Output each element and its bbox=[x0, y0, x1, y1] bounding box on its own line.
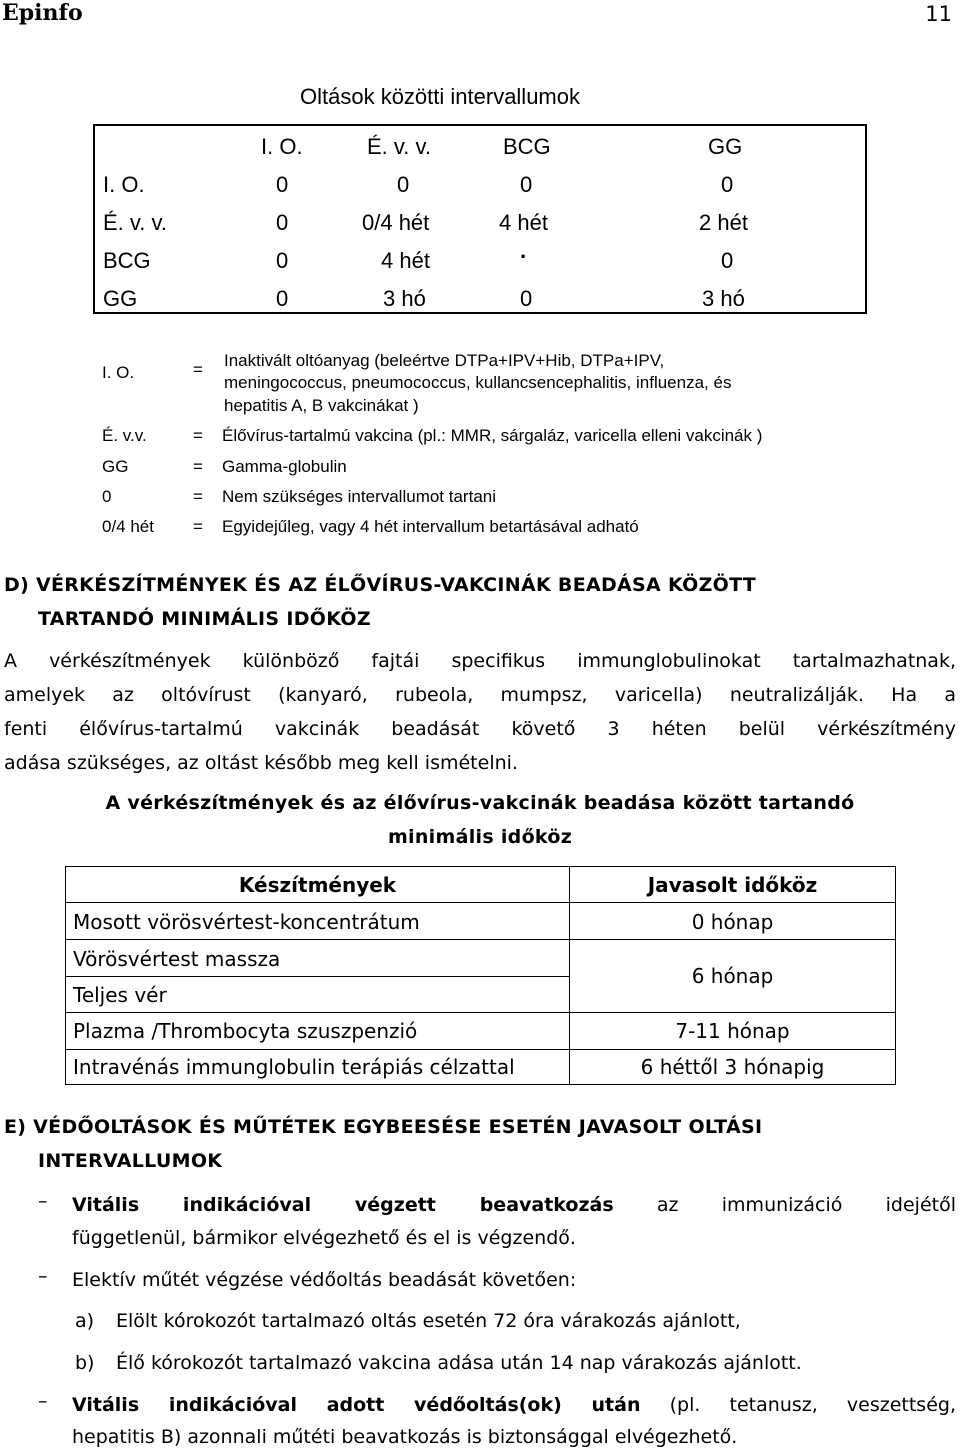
bullet-line: hepatitis B) azonnali műtéti beavatkozás is biztonsággal elvégezhető. bbox=[72, 1426, 738, 1448]
row-label: I. O. bbox=[103, 172, 145, 197]
table-cell: 3 hó bbox=[383, 286, 426, 311]
col-header: BCG bbox=[503, 134, 551, 159]
legend-abbr: É. v.v. bbox=[102, 426, 147, 445]
legend-eq: = bbox=[193, 457, 203, 476]
paragraph-line: amelyek az oltóvírust (kanyaró, rubeola, mumpsz, varicella) neutralizálják. Ha a bbox=[4, 684, 956, 706]
paragraph-line: A vérkészítmények különböző fajtái specifikus immunglobulinokat tartalmazhatnak, bbox=[4, 650, 956, 672]
col-header-interval: Javasolt időköz bbox=[647, 873, 818, 897]
legend-eq: = bbox=[193, 517, 203, 536]
product-interval: 6 héttől 3 hónapig bbox=[640, 1055, 825, 1079]
bullet-line bbox=[72, 1388, 956, 1422]
legend-text: Élővírus-tartalmú vakcina (pl.: MMR, sárgaláz, varicella elleni vakcinák ) bbox=[222, 426, 763, 445]
legend-eq: = bbox=[193, 426, 203, 445]
sub-item-label: a) bbox=[75, 1310, 95, 1332]
legend-text: Nem szükséges intervallumot tartani bbox=[222, 487, 497, 506]
table-cell: 4 hét bbox=[381, 248, 430, 273]
row-label: BCG bbox=[103, 248, 151, 273]
paragraph-line: fenti élővírus-tartalmú vakcinák beadását követő 3 héten belül vérkészítmény bbox=[4, 718, 956, 740]
paragraph-line: adása szükséges, az oltást később meg kell ismételni. bbox=[4, 752, 518, 774]
legend-eq: = bbox=[193, 360, 203, 379]
product-interval: 6 hónap bbox=[691, 964, 774, 988]
product-interval: 0 hónap bbox=[691, 910, 774, 934]
sub-item-label: b) bbox=[75, 1352, 95, 1374]
legend-text: Inaktivált oltóanyag (beleértve DTPa+IPV+Hib, DTPa+IPV, bbox=[224, 351, 665, 370]
legend-abbr: 0 bbox=[102, 487, 112, 506]
product-interval: 7-11 hónap bbox=[675, 1019, 790, 1043]
bullet-bold-text: Vitális indikációval végzett beavatkozás bbox=[72, 1194, 614, 1216]
table-cell: 0 bbox=[276, 248, 289, 273]
col-header-products: Készítmények bbox=[238, 873, 397, 897]
table-cell: 0 bbox=[397, 172, 410, 197]
legend-abbr: I. O. bbox=[102, 363, 135, 382]
row-label: GG bbox=[103, 286, 138, 311]
table-cell: 0 bbox=[520, 172, 533, 197]
section-d-heading-cont: TARTANDÓ MINIMÁLIS IDŐKÖZ bbox=[38, 608, 371, 630]
bullet-line bbox=[72, 1188, 956, 1222]
sub-item-text: Elölt kórokozót tartalmazó oltás esetén 72 óra várakozás ajánlott, bbox=[116, 1310, 741, 1332]
product-name: Plazma /Thrombocyta szuszpenzió bbox=[73, 1019, 418, 1043]
table-cell: 0 bbox=[276, 286, 289, 311]
product-name: Intravénás immunglobulin terápiás célzattal bbox=[73, 1055, 515, 1079]
col-header: É. v. v. bbox=[367, 134, 431, 159]
blood-table-title-cont: minimális időköz bbox=[387, 826, 573, 848]
sub-item-text: Élő kórokozót tartalmazó vakcina adása után 14 nap várakozás ajánlott. bbox=[116, 1352, 802, 1374]
product-name: Vörösvértest massza bbox=[73, 947, 281, 971]
legend-text: hepatitis A, B vakcinákat ) bbox=[224, 396, 419, 415]
table-cell: 0 bbox=[520, 286, 533, 311]
document-brand: Epinfo bbox=[2, 0, 83, 26]
dash-bullet: – bbox=[38, 1390, 48, 1412]
blood-products-table bbox=[65, 866, 896, 1085]
legend-text: Egyidejűleg, vagy 4 hét intervallum betartásával adható bbox=[222, 517, 639, 536]
interval-table-title: Oltások közötti intervallumok bbox=[300, 84, 580, 109]
bullet-text: (pl. tetanusz, veszettség, bbox=[640, 1394, 956, 1416]
table-cell: 0 bbox=[721, 172, 734, 197]
legend-abbr: 0/4 hét bbox=[102, 517, 154, 536]
row-label: É. v. v. bbox=[103, 210, 167, 235]
section-e-heading-cont: INTERVALLUMOK bbox=[38, 1150, 223, 1172]
legend-eq: = bbox=[193, 487, 203, 506]
table-cell: 2 hét bbox=[699, 210, 748, 235]
dash-bullet: – bbox=[38, 1265, 48, 1287]
product-name: Mosott vörösvértest-koncentrátum bbox=[73, 910, 420, 934]
bullet-line: függetlenül, bármikor elvégezhető és el is végzendő. bbox=[72, 1227, 576, 1249]
product-name: Teljes vér bbox=[73, 983, 167, 1007]
table-cell: 0 bbox=[276, 172, 289, 197]
page-number: 11 bbox=[925, 2, 952, 26]
bullet-bold-text: Vitális indikációval adott védőoltás(ok) után bbox=[72, 1394, 641, 1416]
legend-text: Gamma-globulin bbox=[222, 457, 347, 476]
legend-abbr: GG bbox=[102, 457, 129, 476]
legend-text: meningococcus, pneumococcus, kullancsencephalitis, influenza, és bbox=[224, 373, 732, 392]
table-cell: 0 bbox=[721, 248, 734, 273]
table-cell: 4 hét bbox=[499, 210, 548, 235]
table-cell: 0/4 hét bbox=[362, 210, 430, 235]
table-cell: 3 hó bbox=[702, 286, 745, 311]
interval-table bbox=[93, 124, 867, 314]
dash-bullet: – bbox=[38, 1190, 48, 1212]
table-cell: 0 bbox=[276, 210, 289, 235]
section-d-heading: D) VÉRKÉSZÍTMÉNYEK ÉS AZ ÉLŐVÍRUS-VAKCINÁK BEADÁSA KÖZÖTT bbox=[4, 574, 757, 596]
table-cell: · bbox=[520, 244, 528, 269]
col-header: I. O. bbox=[261, 134, 303, 159]
bullet-text: az immunizáció idejétől bbox=[613, 1194, 956, 1216]
blood-table-title: A vérkészítmények és az élővírus-vakcinák beadása között tartandó bbox=[105, 792, 855, 814]
section-e-heading: E) VÉDŐOLTÁSOK ÉS MŰTÉTEK EGYBEESÉSE ESETÉN JAVASOLT OLTÁSI bbox=[4, 1116, 763, 1138]
col-header: GG bbox=[708, 134, 743, 159]
bullet-line: Elektív műtét végzése védőoltás beadását követően: bbox=[72, 1269, 577, 1291]
